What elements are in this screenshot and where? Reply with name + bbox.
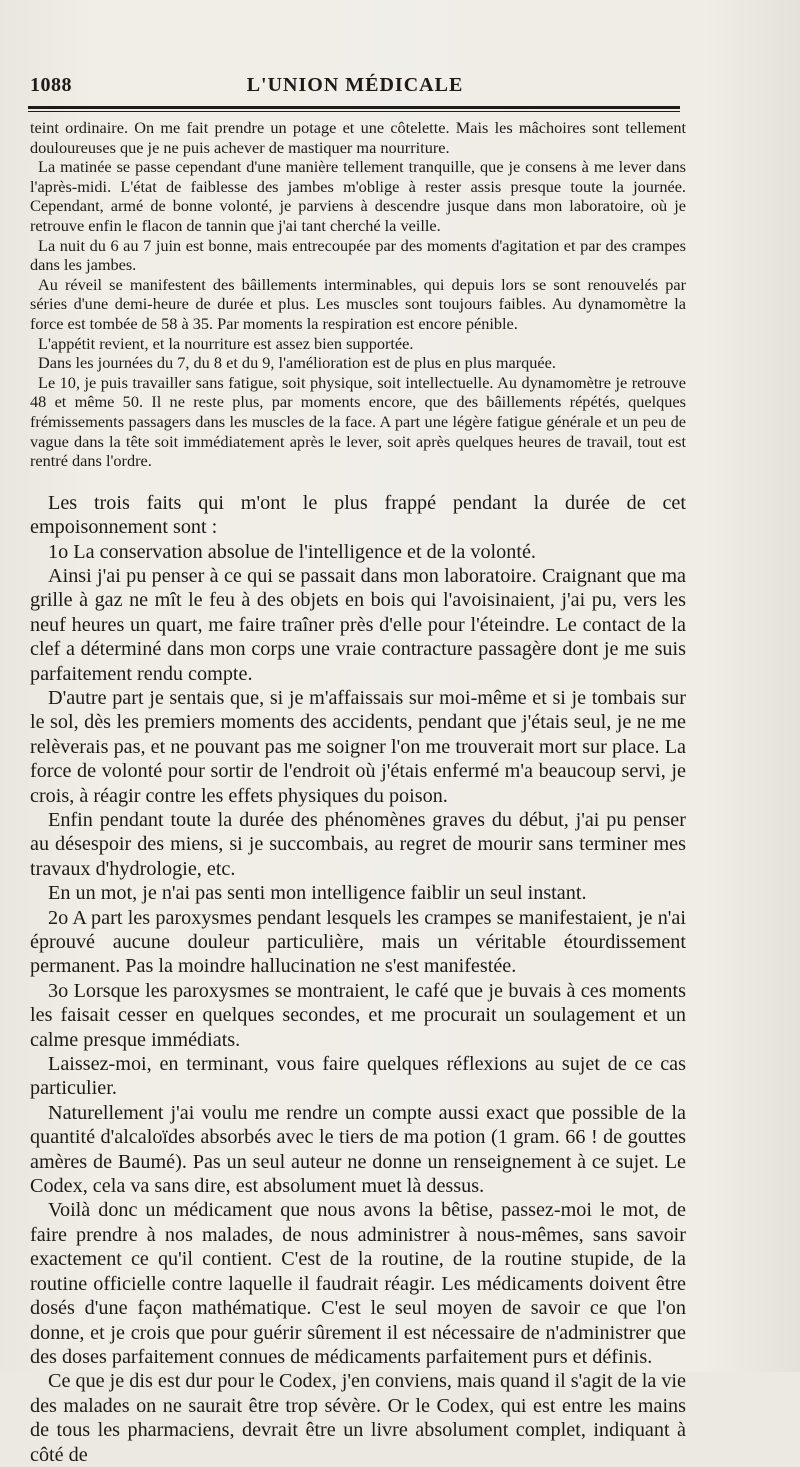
- paragraph: 2o A part les paroxysmes pendant lesquels les crampes se manifestaient, je n'ai éprouvé aucune douleur particulière, mais un véritable étourdissement permanent. Pas la moindre hallucination ne s'est manifestée.: [30, 906, 686, 978]
- reflections-section: [30, 491, 686, 1467]
- paragraph: Laissez-moi, en terminant, vous faire quelques réflexions au sujet de ce cas particulier.: [30, 1053, 686, 1100]
- paragraph: Le 10, je puis travailler sans fatigue, soit physique, soit intellectuelle. Au dynamomètre je retrouve 48 et même 50. Il ne reste plus, par moments encore, que des bâillements répétés, quelques frémissements passagers dans les muscles de la face. A part une légère fatigue générale et un peu de vague dans la tête soit immédiatement après le lever, soit après quelques heures de travail, tout est rentré dans l'ordre.: [30, 372, 686, 471]
- paragraph: Ainsi j'ai pu penser à ce qui se passait dans mon laboratoire. Craignant que ma grille à gaz ne mît le feu à des objets en bois qui l'avoisinaient, j'ai pu, vers les neuf heures un quart, me faire traîner près d'elle pour l'éteindre. Le contact de la clef a déterminé dans mon corps une vraie contracture passagère dont je me suis parfaitement rendu compte.: [30, 564, 686, 685]
- paragraph: L'appétit revient, et la nourriture est assez bien supportée.: [38, 333, 414, 353]
- paragraph: En un mot, je n'ai pas senti mon intelligence faiblir un seul instant.: [48, 882, 587, 905]
- paragraph: La matinée se passe cependant d'une manière tellement tranquille, que je consens à me lever dans l'après-midi. L'état de faiblesse des jambes m'oblige à rester assis presque toute la journée. Cependant, armé de bonne volonté, je parviens à descendre jusque dans mon laboratoire, où je retrouve enfin le flacon de tannin que j'ai tant cherché la veille.: [30, 157, 686, 235]
- page-header: [30, 70, 680, 100]
- paragraph: 3o Lorsque les paroxysmes se montraient, le café que je buvais à ces moments les faisait cesser en quelques secondes, et me procurait un soulagement et un calme presque immédiats.: [30, 979, 686, 1051]
- paragraph: teint ordinaire. On me fait prendre un potage et une côtelette. Mais les mâchoires sont tellement douloureuses que je ne puis achever de mastiquer ma nourriture.: [30, 118, 686, 157]
- page-number: 1088: [30, 74, 72, 96]
- paragraph: La nuit du 6 au 7 juin est bonne, mais entrecoupée par des moments d'agitation et par des crampes dans les jambes.: [30, 235, 686, 275]
- journal-title: L'UNION MÉDICALE: [246, 74, 464, 96]
- paragraph: Dans les journées du 7, du 8 et du 9, l'amélioration est de plus en plus marquée.: [38, 353, 556, 373]
- article-body: [30, 118, 686, 1467]
- paragraph: Les trois faits qui m'ont le plus frappé pendant la durée de cet empoisonnement sont :: [30, 491, 686, 539]
- paragraph: Ce que je dis est dur pour le Codex, j'en conviens, mais quand il s'agit de la vie des malades on ne saurait être trop sévère. Or le Codex, qui est entre les mains de tous les pharmaciens, devrait être un livre absolument complet, indiquant à côté de: [30, 1370, 686, 1466]
- paragraph: Enfin pendant toute la durée des phénomènes graves du début, j'ai pu penser au désespoir des miens, si je succombais, au regret de mourir sans terminer mes travaux d'hydrologie, etc.: [30, 808, 686, 880]
- paragraph: Au réveil se manifestent des bâillements interminables, qui depuis lors se sont renouvelés par séries d'une demi-heure de durée et plus. Les muscles sont toujours faibles. Au dynamomètre la force est tombée de 58 à 35. Par moments la respiration est encore pénible.: [30, 274, 686, 333]
- paragraph: Voilà donc un médicament que nous avons la bêtise, passez-moi le mot, de faire prendre à nos malades, de nous administrer à nous-mêmes, sans savoir exactement ce qu'il contient. C'est de la routine, de la routine stupide, de la routine officielle contre laquelle il faudrait réagir. Les médicaments doivent être dosés d'une façon mathématique. C'est le seul moyen de savoir ce que l'on donne, et je crois que pour guérir sûrement il est nécessaire de n'administrer que des doses parfaitement connues de médicaments parfaitement purs et définis.: [30, 1199, 686, 1368]
- header-rule: [28, 106, 680, 109]
- case-notes-section: [30, 118, 686, 471]
- paragraph: 1o La conservation absolue de l'intelligence et de la volonté.: [48, 540, 536, 563]
- paragraph: Naturellement j'ai voulu me rendre un compte aussi exact que possible de la quantité d'alcaloïdes absorbés avec le tiers de ma potion (1 gram. 66 ! de gouttes amères de Baumé). Pas un seul auteur ne donne un renseignement à ce sujet. Le Codex, cela va sans dire, est absolument muet là dessus.: [30, 1101, 686, 1198]
- header-rule-thin: [28, 111, 680, 112]
- paragraph: D'autre part je sentais que, si je m'affaissais sur moi-même et si je tombais sur le sol, dès les premiers moments des accidents, pendant que j'étais seul, je ne me relèverais pas, et ne pouvant pas me soigner l'on me trouverait mort sur place. La force de volonté pour sortir de l'endroit où j'étais enfermé m'a beaucoup servi, je crois, à réagir contre les effets physiques du poison.: [30, 686, 686, 807]
